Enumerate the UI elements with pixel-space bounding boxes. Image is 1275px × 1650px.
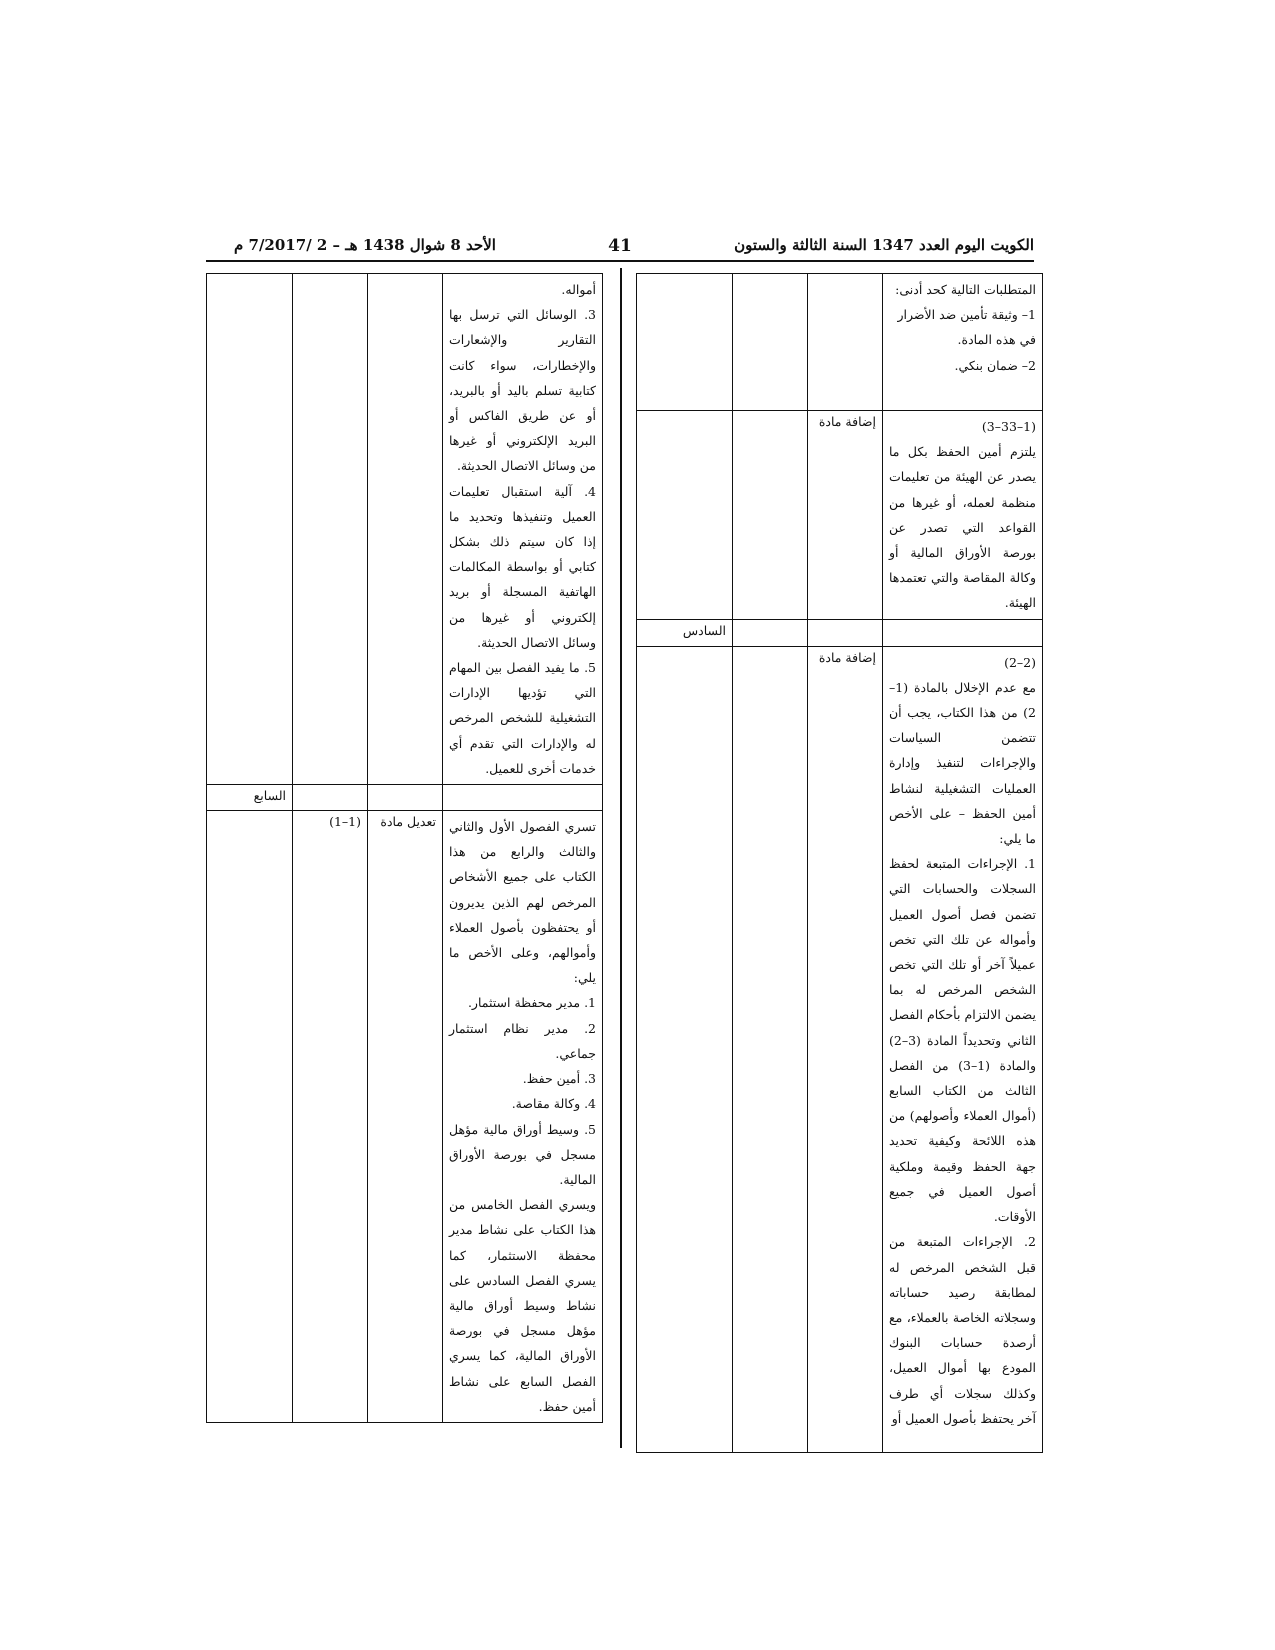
text-paragraph: يلتزم أمين الحفظ بكل ما يصدر عن الهيئة من تعليمات منظمة لعمله، أو غيرها من القواعد التي تصدر عن بورصة الأوراق المالية أو وكالة المقاصة والتي تعتمدها الهيئة. [889,444,1036,611]
article-number: (2–2) [1004,654,1036,670]
column-separator [620,268,622,1448]
chapter-cell: السابع [207,785,293,811]
list-item: 4. وكالة مقاصة. [511,1096,596,1112]
list-item: 1. مدير محفظة استثمار. [467,995,596,1011]
text-paragraph: 4. آلية استقبال تعليمات العميل وتنفيذها وتحديد ما إذا كان سيتم ذلك بشكل كتابي أو بواسطة المكالمات الهاتفية المسجلة أو بريد إلكتروني أو غيرها من وسائل الاتصال الحديثة. [449,483,596,650]
text-paragraph: 3. الوسائل التي ترسل بها التقارير والإشعارات والإخطارات، سواء كانت كتابية تسلم باليد أو بالبريد، أو عن طريق الفاكس أو البريد الإلكتروني أو غيرها من وسائل الاتصال الحديثة. [449,307,596,474]
text-paragraph: 5. ما يفيد الفصل بين المهام التي تؤديها الإدارات التشغيلية للشخص المرخص له والإدارات التي تقدم أي خدمات أخرى للعميل. [449,660,596,776]
text-line: في هذه المادة. [957,332,1036,348]
table-row [207,785,603,811]
text-paragraph: 1. الإجراءات المتبعة لحفظ السجلات والحسابات التي تضمن فصل أصول العميل وأمواله عن تلك التي تخص عميلاً آخر أو تلك التي تخص الشخص المرخص له بما يضمن الالتزام بأحكام الفصل الثاني وتحديداً المادة (3–2) والمادة (1–3) من الفصل الثالث من الكتاب السابع (أموال العملاء وأصولهم) من هذه اللائحة وكيفية تحديد جهة الحفظ وقيمة وملكية أصول العميل في جميع الأوقات. [889,856,1036,1225]
text-paragraph: مع عدم الإخلال بالمادة (1–2) من هذا الكتاب، يجب أن تتضمن السياسات والإجراءات لتنفيذ وإدارة العمليات التشغيلية لنشاط أمين الحفظ – على الأخص ما يلي: [889,679,1036,847]
chapter-cell [207,811,293,1423]
number-cell [733,274,808,411]
article-text-cell [443,274,603,785]
text-line: 2– ضمان بنكي. [954,357,1036,373]
action-cell [808,274,883,411]
left-column-table [206,273,603,1423]
table-row [637,646,1043,1452]
text-paragraph: تسري الفصول الأول والثاني والثالث والرابع من هذا الكتاب على جميع الأشخاص المرخص لهم الذين يديرون أو يحتفظون بأصول العملاء وأموالهم، وعلى الأخص ما يلي: [449,819,596,986]
issue-date: الأحد 8 شوال 1438 هـ – 2 /7/2017 م [234,236,496,254]
text-line: المتطلبات التالية كحد أدنى: [895,282,1036,297]
chapter-cell [637,411,733,620]
page-number: 41 [608,236,632,256]
number-cell: (1–1) [293,811,368,1423]
text-line: 1– وثيقة تأمين ضد الأضرار [897,307,1036,323]
list-item: 5. وسيط أوراق مالية مؤهل مسجل في بورصة الأوراق المالية. [449,1121,596,1187]
table-row [637,274,1043,411]
action-cell [808,619,883,646]
header-rule [206,260,1034,262]
chapter-cell [207,274,293,785]
article-text-cell [443,785,603,811]
action-cell [368,274,443,785]
right-column-table [636,273,1043,1453]
list-item: 3. أمين حفظ. [522,1071,596,1087]
table-row [207,811,603,1423]
page-header [206,236,1034,260]
article-text-cell [883,274,1043,411]
action-cell: إضافة مادة [808,411,883,620]
number-cell [733,411,808,620]
gazette-title: الكويت اليوم العدد 1347 السنة الثالثة والستون [734,236,1034,254]
table-row [637,411,1043,620]
chapter-cell [637,646,733,1452]
article-text-cell [883,619,1043,646]
table-row [207,274,603,785]
chapter-cell: السادس [637,619,733,646]
article-text-cell [883,411,1043,620]
number-cell [733,646,808,1452]
article-text-cell [443,811,603,1423]
action-cell [368,785,443,811]
number-cell [293,274,368,785]
action-cell: إضافة مادة [808,646,883,1452]
text-line: أمواله. [561,282,596,297]
action-cell: تعديل مادة [368,811,443,1423]
number-cell [293,785,368,811]
article-number: (1–33–3) [981,419,1036,434]
number-cell [733,619,808,646]
text-paragraph: ويسري الفصل الخامس من هذا الكتاب على نشاط مدير محفظة الاستثمار، كما يسري الفصل السادس على نشاط وسيط أوراق مالية مؤهل مسجل في بورصة الأوراق المالية، كما يسري الفصل السابع على نشاط أمين حفظ. [449,1197,596,1414]
article-text-cell [883,646,1043,1452]
chapter-cell [637,274,733,411]
table-row [637,619,1043,646]
text-paragraph: 2. الإجراءات المتبعة من قبل الشخص المرخص له لمطابقة رصيد حساباته وسجلاته الخاصة بالعملاء، مع أرصدة حسابات البنوك المودع بها أموال العميل، وكذلك سجلات أي طرف آخر يحتفظ بأصول العميل أو [889,1234,1036,1426]
list-item: 2. مدير نظام استثمار جماعي. [449,1020,596,1061]
